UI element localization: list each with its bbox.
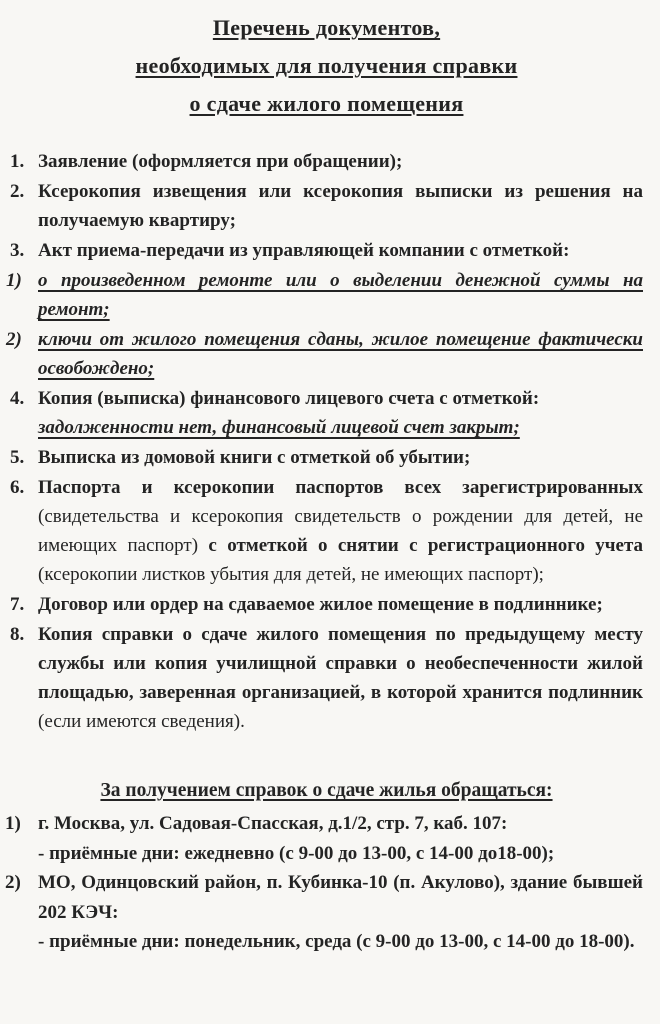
list-item-2 [10, 177, 643, 235]
item-text-regular: (свидетельства и ксерокопия свидетельств о рождении для детей, не имеющих паспорт) [38, 506, 643, 556]
subitem-text: о произведенном ремонте или о выделении денежной суммы на ремонт; [38, 270, 643, 320]
address-text: г. Москва, ул. Садовая-Спасская, д.1/2, стр. 7, каб. 107: [38, 813, 508, 834]
item-text: Выписка из домовой книги с отметкой об убытии; [38, 447, 471, 468]
contacts-heading [10, 776, 643, 806]
document-list [6, 147, 644, 736]
item-number: 4. [10, 388, 25, 409]
item-text-bold: с отметкой о снятии с регистрационного учета [208, 535, 644, 556]
list-subitem-1 [6, 266, 643, 324]
contacts-heading-text: За получением справок о сдаче жилья обращаться: [100, 780, 553, 801]
doc-title-text-1: Перечень документов, [212, 15, 441, 40]
item-number: 5. [10, 447, 25, 468]
contact-hours-2 [10, 927, 643, 957]
list-item-8 [10, 620, 643, 736]
subitem-text: ключи от жилого помещения сданы, жилое помещение фактически освобождено; [38, 329, 643, 379]
doc-title-line-3 [10, 85, 643, 123]
subitem-number: 1) [6, 270, 22, 291]
contacts-section [5, 776, 643, 957]
list-item-5 [10, 443, 643, 472]
list-item-6 [10, 473, 643, 589]
contact-address-1 [5, 809, 643, 839]
address-number: 1) [5, 813, 21, 834]
item-text: Акт приема-передачи из управляющей компании с отметкой: [38, 240, 570, 261]
address-number: 2) [5, 872, 21, 893]
item-number: 3. [10, 240, 25, 261]
item-number: 6. [10, 477, 25, 498]
item-text: Заявление (оформляется при обращении); [38, 151, 403, 172]
list-item-4 [10, 384, 643, 442]
item-number: 7. [10, 594, 25, 615]
item-number: 2. [10, 181, 25, 202]
item-text-bold: Копия справки о сдаче жилого помещения по предыдущему месту службы или копия училищной справки о необеспеченности жилой площадью, заверенная организацией, в которой хранится подлинник [38, 624, 643, 703]
address-text: МО, Одинцовский район, п. Кубинка-10 (п. Акулово), здание бывшей 202 КЭЧ: [38, 872, 643, 923]
contact-address-2 [5, 868, 643, 927]
doc-title-text-2: необходимых для получения справки [135, 53, 518, 78]
item-number: 8. [10, 624, 25, 645]
item-text: Ксерокопия извещения или ксерокопия выписки из решения на получаемую квартиру; [38, 181, 643, 231]
item-text-bold: Паспорта и ксерокопии паспортов всех зарегистрированных [38, 477, 643, 498]
doc-title-line-2 [10, 47, 643, 85]
contact-hours-1 [10, 839, 643, 869]
list-item-7 [10, 590, 643, 619]
list-subitem-2 [6, 325, 643, 383]
item-text-regular: (если имеются сведения). [38, 711, 245, 732]
item-text-regular: (ксерокопии листков убытия для детей, не имеющих паспорт); [38, 564, 544, 585]
hours-text: - приёмные дни: ежедневно (с 9-00 до 13-00, с 14-00 до18-00); [38, 842, 555, 864]
list-item-3 [10, 236, 643, 265]
item-text: Копия (выписка) финансового лицевого счета с отметкой: [38, 388, 540, 409]
subitem-number: 2) [6, 329, 22, 350]
item-number: 1. [10, 151, 25, 172]
doc-title [10, 9, 643, 123]
doc-title-line-1 [10, 9, 643, 47]
item-text: Договор или ордер на сдаваемое жилое помещение в подлиннике; [38, 594, 603, 615]
item-note-underlined: задолженности нет, финансовый лицевой счет закрыт; [38, 417, 520, 438]
doc-title-text-3: о сдаче жилого помещения [189, 91, 464, 116]
list-item-1 [10, 147, 643, 176]
hours-text: - приёмные дни: понедельник, среда (с 9-00 до 13-00, с 14-00 до 18-00). [38, 931, 635, 952]
